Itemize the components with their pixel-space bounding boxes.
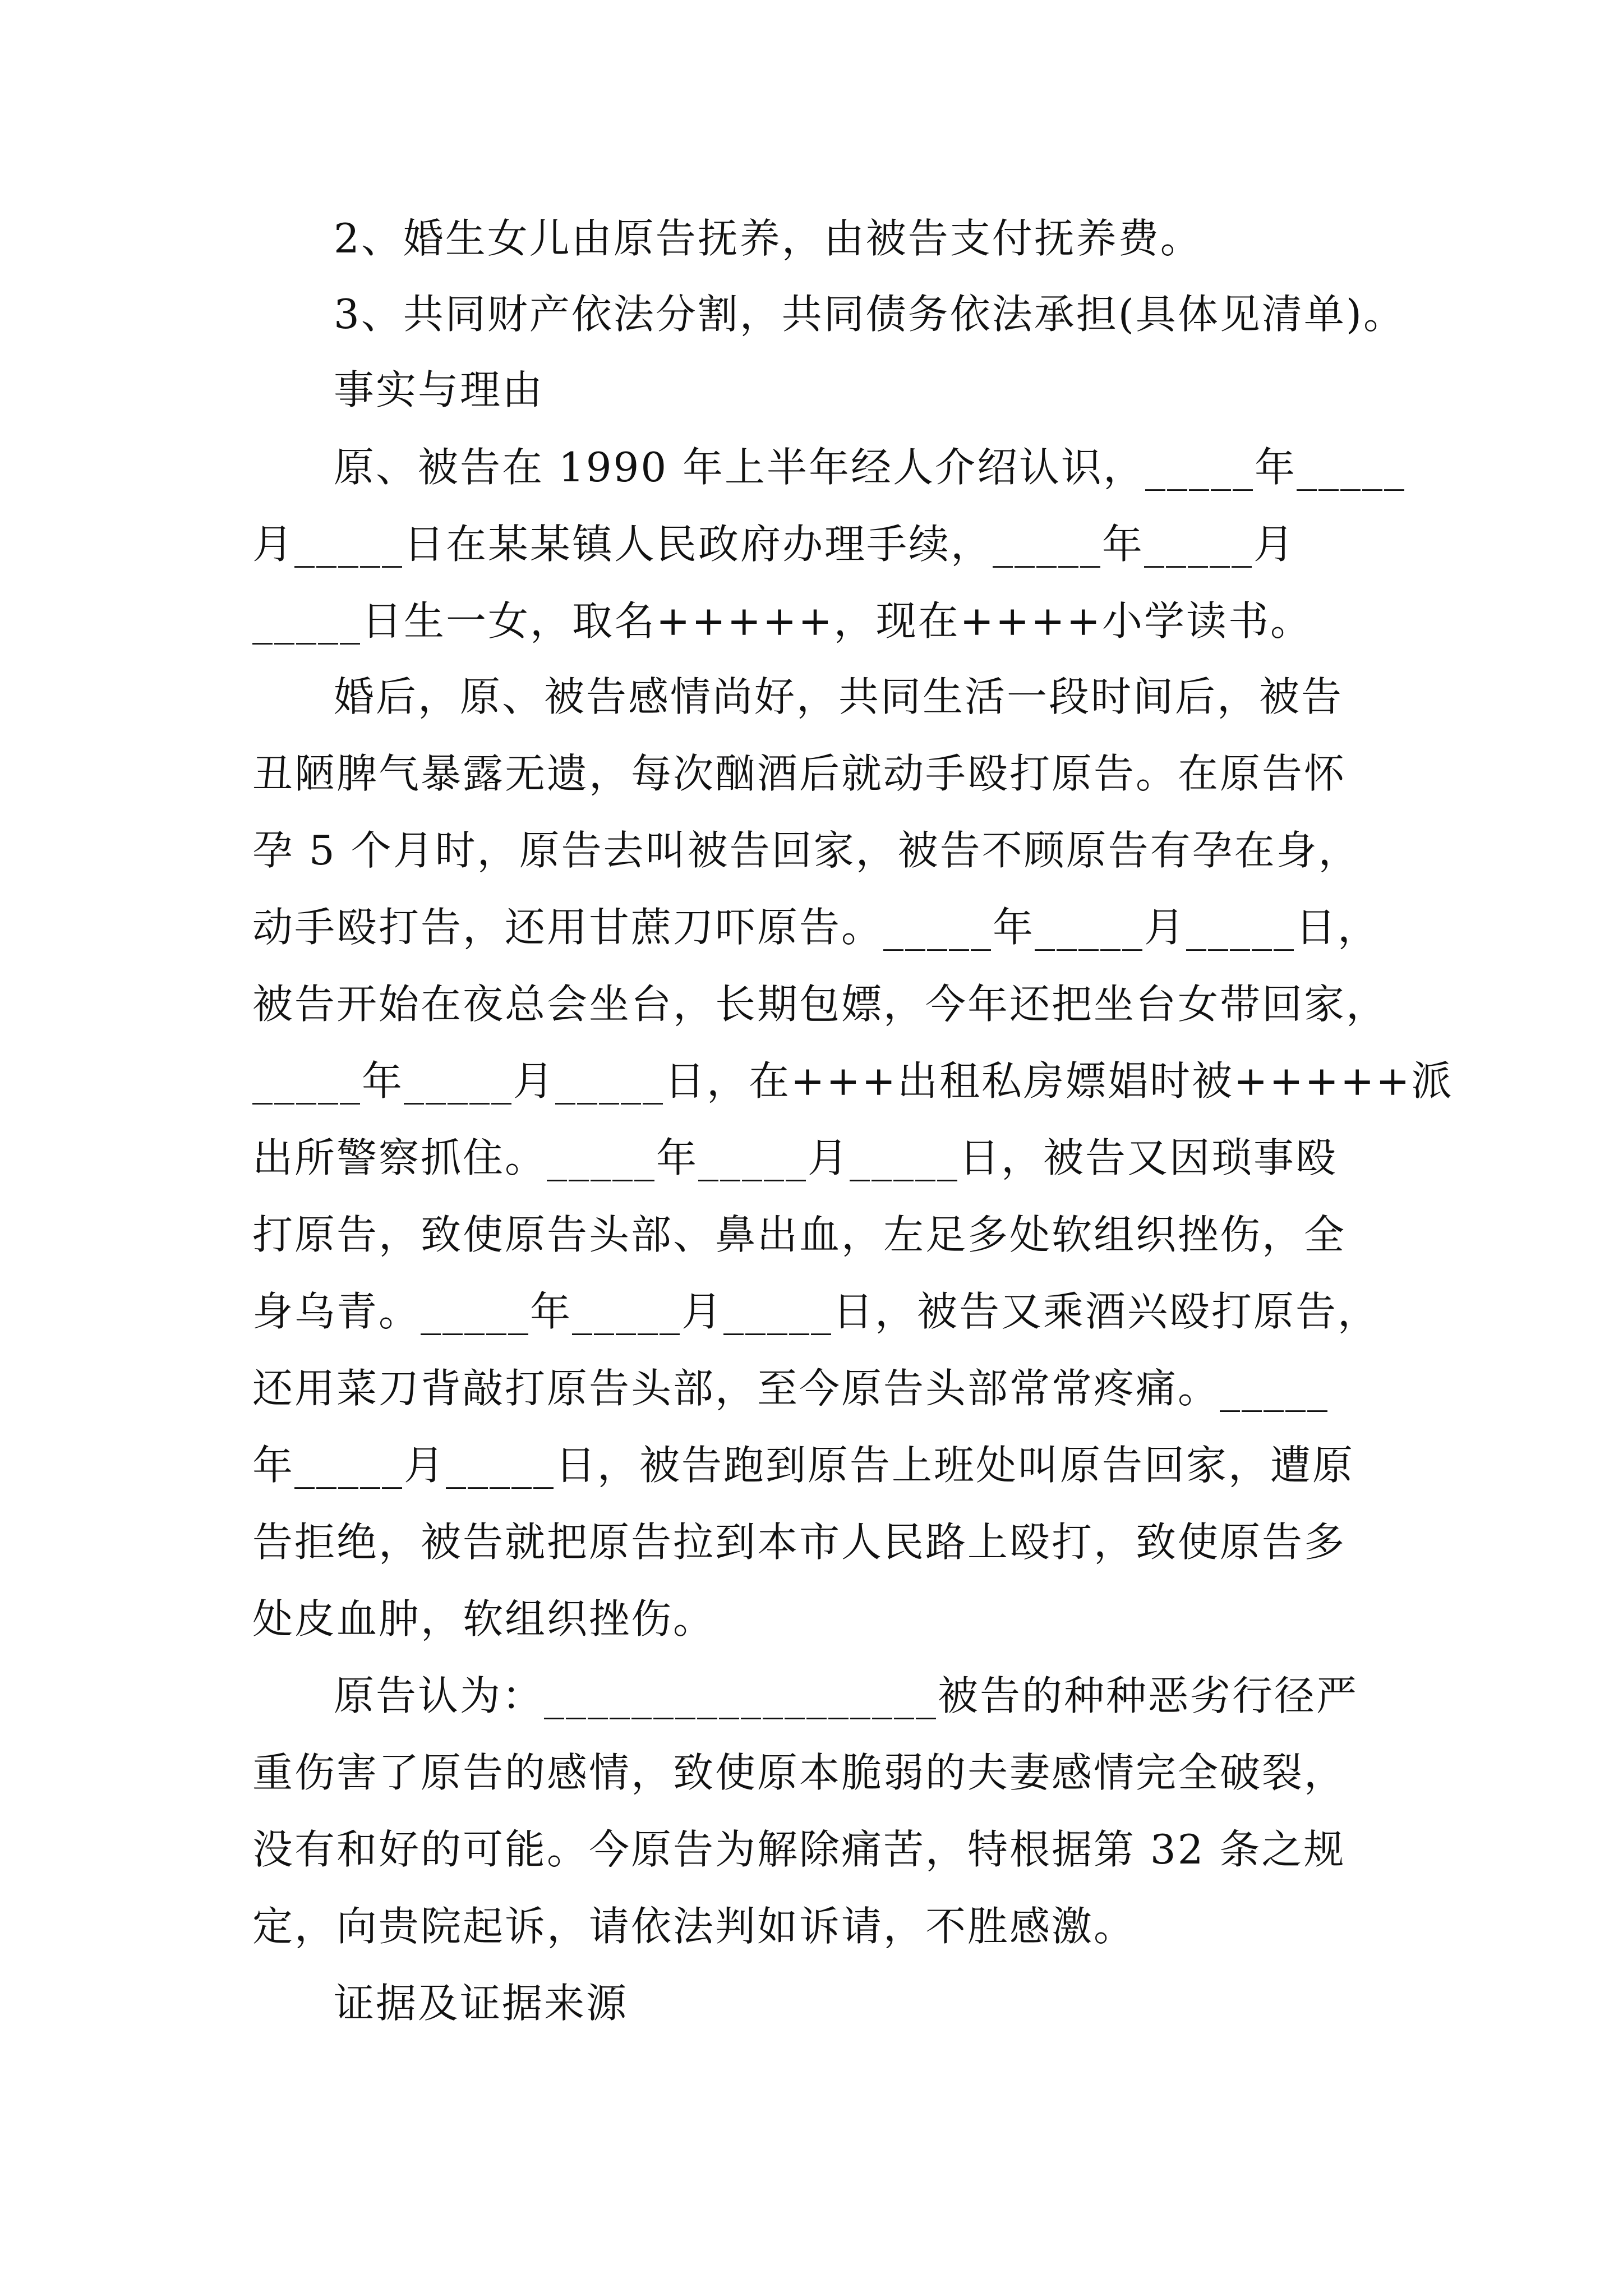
paragraph-line: 原、被告在 1990 年上半年经人介绍认识，_____年_____ [334, 444, 1407, 491]
paragraph-line: _____日生一女，取名+++++，现在++++小学读书。 [252, 597, 1312, 645]
paragraph-line: 重伤害了原告的感情，致使原本脆弱的夫妻感情完全破裂， [252, 1749, 1347, 1796]
paragraph-line: 年_____月_____日，被告跑到原告上班处叫原告回家，遭原 [252, 1442, 1355, 1489]
paragraph-line: 婚后，原、被告感情尚好，共同生活一段时间后，被告 [334, 673, 1344, 720]
paragraph-line: 打原告，致使原告头部、鼻出血，左足多处软组织挫伤，全 [252, 1211, 1347, 1258]
paragraph-line: 2、婚生女儿由原告抚养，由被告支付抚养费。 [334, 215, 1202, 262]
paragraph-line: 没有和好的可能。今原告为解除痛苦，特根据第 32 条之规 [252, 1826, 1346, 1873]
paragraph-line: 3、共同财产依法分割，共同债务依法承担(具体见清单)。 [334, 291, 1405, 338]
paragraph-line: 还用菜刀背敲打原告头部，至今原告头部常常疼痛。_____ [252, 1365, 1330, 1412]
paragraph-line: _____年_____月_____日，在+++出租私房嫖娼时被+++++派 [252, 1057, 1454, 1105]
paragraph-line: 月_____日在某某镇人民政府办理手续，_____年_____月 [252, 521, 1296, 568]
paragraph-line: 身乌青。_____年_____月_____日，被告又乘酒兴殴打原告， [252, 1288, 1380, 1335]
paragraph-line: 被告开始在夜总会坐台，长期包嫖，今年还把坐台女带回家， [252, 981, 1389, 1028]
section-heading: 证据及证据来源 [334, 1980, 629, 2027]
paragraph-line: 孕 5 个月时，原告去叫被告回家，被告不顾原告有孕在身， [252, 827, 1361, 874]
paragraph-line: 动手殴打告，还用甘蔗刀吓原告。_____年_____月_____日， [252, 904, 1380, 951]
paragraph-line: 处皮血肿，软组织挫伤。 [252, 1595, 716, 1642]
paragraph-line: 出所警察抓住。_____年_____月_____日，被告又因琐事殴 [252, 1134, 1338, 1181]
paragraph-line: 告拒绝，被告就把原告拉到本市人民路上殴打，致使原告多 [252, 1519, 1347, 1566]
paragraph-line: 丑陋脾气暴露无遗，每次酗酒后就动手殴打原告。在原告怀 [252, 750, 1347, 797]
paragraph-line: 原告认为：__________________被告的种种恶劣行径严 [334, 1672, 1359, 1719]
section-heading: 事实与理由 [334, 366, 545, 413]
paragraph-line: 定，向贵院起诉，请依法判如诉请，不胜感激。 [252, 1903, 1136, 1950]
